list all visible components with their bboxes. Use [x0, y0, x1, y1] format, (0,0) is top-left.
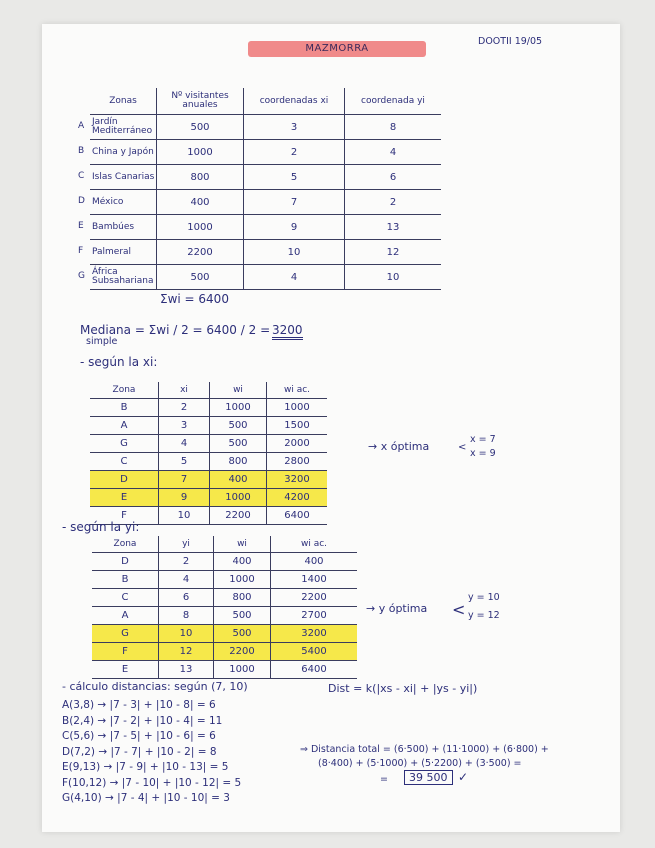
- y-table-cell: B: [92, 571, 159, 589]
- zone-y: 4: [345, 140, 442, 165]
- x-table-cell: 2000: [267, 435, 328, 453]
- y-table-cell: 2200: [271, 589, 358, 607]
- y-table-cell: 3200: [271, 625, 358, 643]
- page-tag: DOOTII 19/05: [478, 36, 543, 47]
- y-table-row: [92, 643, 357, 661]
- y-table-cell: 2700: [271, 607, 358, 625]
- y-median-table: [92, 536, 357, 679]
- y-table-cell: A: [92, 607, 159, 625]
- zone-visitors: 2200: [157, 240, 244, 265]
- zone-y: 2: [345, 190, 442, 215]
- x-table-cell: 9: [159, 489, 210, 507]
- x-table-cell: 5: [159, 453, 210, 471]
- x-table-cell: 6400: [267, 507, 328, 525]
- x-table-cell: 2200: [210, 507, 267, 525]
- y-table-row: [92, 553, 357, 571]
- x-table-cell: B: [90, 399, 159, 417]
- distance-line: F(10,12) → |7 - 10| + |10 - 12| = 5: [62, 776, 242, 789]
- zone-letter: C: [78, 171, 85, 181]
- x-result-label: → x óptima: [368, 440, 430, 453]
- zone-x: 4: [244, 265, 345, 290]
- median-simple: simple: [86, 336, 118, 347]
- zone-name: Bambúes: [90, 215, 157, 240]
- distance-line: G(4,10) → |7 - 4| + |10 - 10| = 3: [62, 792, 230, 804]
- header-x: coordenadas xi: [244, 88, 345, 115]
- y-result-label: → y óptima: [366, 602, 428, 615]
- zone-row: [90, 140, 441, 165]
- y-table-cell: 5400: [271, 643, 358, 661]
- x-table-row: [90, 417, 327, 435]
- zone-y: 8: [345, 115, 442, 140]
- y-table-cell: G: [92, 625, 159, 643]
- y-table-cell: 500: [214, 607, 271, 625]
- x-table-cell: 4200: [267, 489, 328, 507]
- x-header-row: [90, 382, 327, 399]
- zone-y: 6: [345, 165, 442, 190]
- x-header-zona: Zona: [90, 382, 159, 399]
- y-table-cell: 4: [159, 571, 214, 589]
- zone-letter: F: [78, 246, 84, 256]
- y-table-row: [92, 625, 357, 643]
- y-table-row: [92, 661, 357, 679]
- zone-x: 2: [244, 140, 345, 165]
- zone-row: [90, 215, 441, 240]
- x-table-cell: 1000: [210, 399, 267, 417]
- y-table-cell: C: [92, 589, 159, 607]
- distance-line: D(7,2) → |7 - 7| + |10 - 2| = 8: [62, 745, 217, 758]
- zone-name: México: [90, 190, 157, 215]
- x-bracket: <: [458, 442, 467, 453]
- x-table-cell: 2: [159, 399, 210, 417]
- x-table-cell: 3: [159, 417, 210, 435]
- total-line-2: (8·400) + (5·1000) + (5·2200) + (3·500) =: [318, 758, 522, 769]
- zone-name: Jardín Mediterráneo: [90, 115, 157, 140]
- x-table-cell: 1500: [267, 417, 328, 435]
- zone-x: 5: [244, 165, 345, 190]
- zone-visitors: 500: [157, 265, 244, 290]
- y-header-wiac: wi ac.: [271, 536, 358, 553]
- x-table-row: [90, 471, 327, 489]
- zone-x: 9: [244, 215, 345, 240]
- y-table-cell: 2200: [214, 643, 271, 661]
- y-header-row: [92, 536, 357, 553]
- y-table-cell: F: [92, 643, 159, 661]
- y-table-cell: D: [92, 553, 159, 571]
- y-opt-1: y = 10: [468, 592, 500, 603]
- y-table-cell: 10: [159, 625, 214, 643]
- zone-x: 10: [244, 240, 345, 265]
- zone-letter: E: [78, 221, 84, 231]
- x-header-xi: xi: [159, 382, 210, 399]
- y-bracket: <: [452, 600, 466, 619]
- page-title: MAZMORRA: [305, 43, 369, 54]
- zone-x: 3: [244, 115, 345, 140]
- x-table-cell: 500: [210, 417, 267, 435]
- y-header-yi: yi: [159, 536, 214, 553]
- y-header-wi: wi: [214, 536, 271, 553]
- title-highlight: [248, 41, 426, 57]
- y-table-cell: 400: [214, 553, 271, 571]
- x-header-wi: wi: [210, 382, 267, 399]
- x-median-table: [90, 382, 327, 525]
- distance-line: B(2,4) → |7 - 2| + |10 - 4| = 11: [62, 714, 223, 727]
- zones-header-row: [90, 88, 441, 115]
- y-section-heading: - según la yi:: [62, 520, 140, 534]
- y-table-cell: E: [92, 661, 159, 679]
- x-opt-1: x = 7: [470, 434, 496, 445]
- total-value: 39 500: [404, 770, 453, 785]
- x-table-cell: 4: [159, 435, 210, 453]
- zone-letter: A: [78, 121, 85, 131]
- distance-line: A(3,8) → |7 - 3| + |10 - 8| = 6: [62, 699, 216, 711]
- y-table-cell: 8: [159, 607, 214, 625]
- zone-name: Islas Canarias: [90, 165, 157, 190]
- x-table-cell: 1000: [210, 489, 267, 507]
- y-table-cell: 1400: [271, 571, 358, 589]
- zone-row: [90, 190, 441, 215]
- x-table-row: [90, 399, 327, 417]
- x-table-cell: 500: [210, 435, 267, 453]
- x-table-cell: D: [90, 471, 159, 489]
- y-table-cell: 500: [214, 625, 271, 643]
- x-table-cell: C: [90, 453, 159, 471]
- y-table-cell: 12: [159, 643, 214, 661]
- x-table-cell: 400: [210, 471, 267, 489]
- zone-row: [90, 265, 441, 290]
- y-opt-2: y = 12: [468, 610, 500, 621]
- zone-name: China y Japón: [90, 140, 157, 165]
- y-table-row: [92, 589, 357, 607]
- zone-row: [90, 240, 441, 265]
- x-table-cell: 10: [159, 507, 210, 525]
- y-table-row: [92, 571, 357, 589]
- x-table-row: [90, 435, 327, 453]
- total-line-1: ⇒ Distancia total = (6·500) + (11·1000) + (6·800) +: [300, 744, 549, 755]
- zone-visitors: 800: [157, 165, 244, 190]
- zones-table: [90, 88, 441, 290]
- y-table-cell: 6: [159, 589, 214, 607]
- x-table-row: [90, 453, 327, 471]
- x-table-cell: E: [90, 489, 159, 507]
- zone-letter: D: [78, 196, 85, 206]
- zone-y: 10: [345, 265, 442, 290]
- x-section-heading: - según la xi:: [80, 355, 158, 369]
- x-table-cell: F: [90, 507, 159, 525]
- y-table-cell: 400: [271, 553, 358, 571]
- zone-letter: G: [78, 271, 85, 281]
- zone-y: 12: [345, 240, 442, 265]
- x-table-cell: G: [90, 435, 159, 453]
- x-table-cell: A: [90, 417, 159, 435]
- distance-line: C(5,6) → |7 - 5| + |10 - 6| = 6: [62, 730, 216, 742]
- y-table-cell: 1000: [214, 661, 271, 679]
- zone-name: Palmeral: [90, 240, 157, 265]
- x-table-cell: 1000: [267, 399, 328, 417]
- x-header-wiac: wi ac.: [267, 382, 328, 399]
- zone-visitors: 1000: [157, 140, 244, 165]
- x-table-row: [90, 489, 327, 507]
- zone-visitors: 500: [157, 115, 244, 140]
- y-table-row: [92, 607, 357, 625]
- zone-x: 7: [244, 190, 345, 215]
- zone-row: [90, 165, 441, 190]
- header-zonas: Zonas: [90, 88, 157, 115]
- median-formula: Mediana = Σwi / 2 = 6400 / 2 =: [80, 323, 271, 337]
- y-table-cell: 800: [214, 589, 271, 607]
- zone-visitors: 400: [157, 190, 244, 215]
- distances-heading: - cálculo distancias: según (7, 10): [62, 680, 248, 693]
- total-equals: =: [380, 774, 388, 785]
- header-visitors: Nº visitantes anuales: [157, 88, 244, 115]
- zone-y: 13: [345, 215, 442, 240]
- zone-visitors: 1000: [157, 215, 244, 240]
- y-table-cell: 6400: [271, 661, 358, 679]
- zone-name: África Subsahariana: [90, 265, 157, 290]
- distance-line: E(9,13) → |7 - 9| + |10 - 13| = 5: [62, 761, 229, 773]
- y-table-cell: 1000: [214, 571, 271, 589]
- median-value: 3200: [272, 323, 303, 340]
- y-header-zona: Zona: [92, 536, 159, 553]
- zone-letter: B: [78, 146, 85, 156]
- zone-row: [90, 115, 441, 140]
- header-y: coordenada yi: [345, 88, 442, 115]
- sum-wi: Σwi = 6400: [160, 292, 229, 306]
- y-table-cell: 2: [159, 553, 214, 571]
- distance-formula: Dist = k(|xs - xi| + |ys - yi|): [328, 682, 478, 695]
- x-table-cell: 3200: [267, 471, 328, 489]
- x-table-cell: 7: [159, 471, 210, 489]
- x-table-cell: 800: [210, 453, 267, 471]
- x-table-cell: 2800: [267, 453, 328, 471]
- check-mark: ✓: [458, 770, 469, 784]
- x-opt-2: x = 9: [470, 448, 496, 459]
- y-table-cell: 13: [159, 661, 214, 679]
